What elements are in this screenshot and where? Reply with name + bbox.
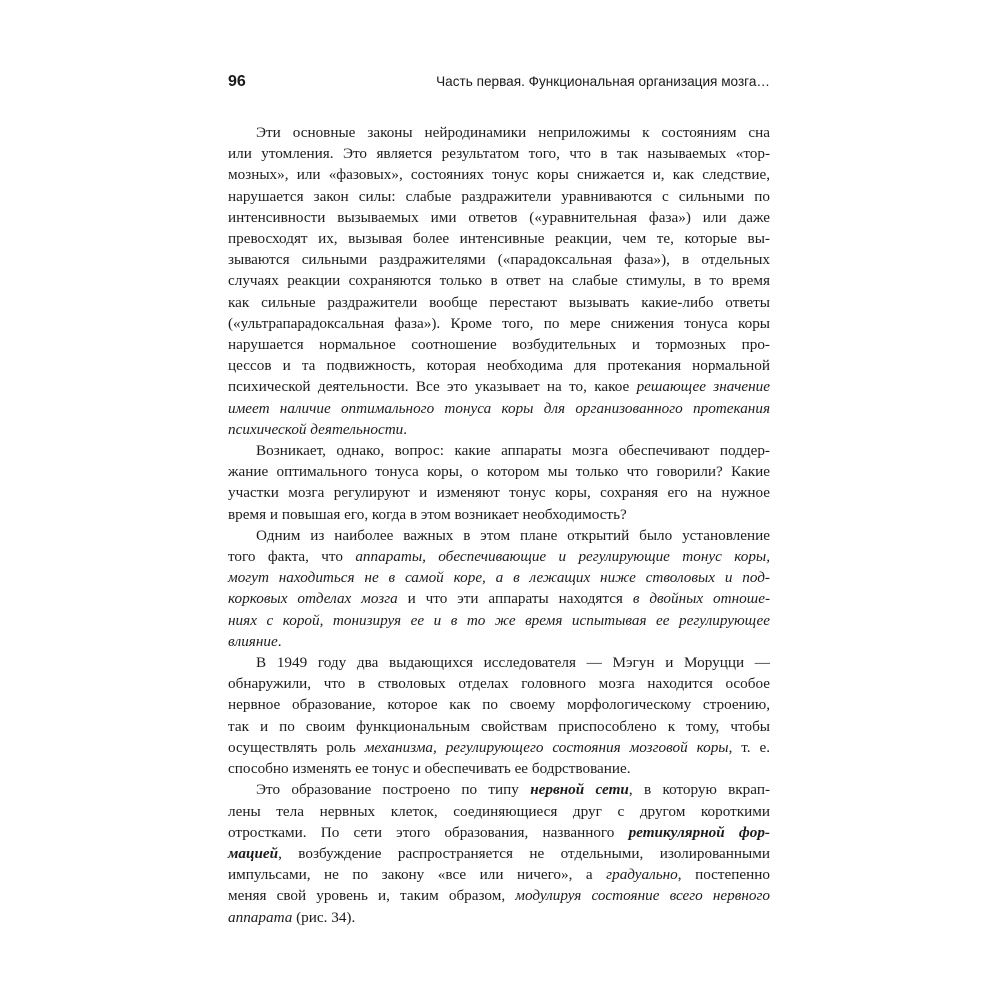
- text-run: и что эти аппараты находятся: [397, 590, 633, 608]
- text-line: [228, 207, 770, 228]
- text-line: [228, 376, 770, 397]
- text-run: мозных», или «фазовых», состояниях тонус коры снижается и, как следствие,: [228, 166, 770, 184]
- italic-emphasis: психической деятельности: [228, 420, 404, 438]
- text-run: нервное образование, которое как по своему морфологическому строению,: [228, 696, 770, 714]
- text-run: , в которую вкрап-: [628, 781, 771, 799]
- italic-emphasis: влияние: [228, 632, 278, 650]
- text-line: [228, 270, 770, 291]
- text-line: [228, 122, 770, 143]
- bold-italic-term: [629, 824, 770, 841]
- text-line: [228, 864, 770, 885]
- italic-emphasis: в двойных отноше-: [632, 590, 770, 608]
- text-line: [228, 292, 770, 313]
- text-line: [228, 822, 770, 843]
- paragraph: [228, 525, 770, 652]
- bold-italic-term: [228, 845, 278, 862]
- text-run: нарушается нормальное соотношение возбудительных и тормозных про-: [228, 336, 770, 354]
- text-line: [228, 482, 770, 503]
- italic-emphasis: имеет наличие оптимального тонуса коры для организованного протекания: [228, 399, 770, 417]
- text-run: способно изменять ее тонус и обеспечивать ее бодрствование.: [228, 760, 631, 778]
- italic-emphasis: модулируя состояние всего нервного: [515, 887, 770, 905]
- text-line: [228, 801, 770, 822]
- text-run: зываются сильными раздражителями («парадоксальная фаза»), в отдельных: [228, 251, 770, 269]
- bold-italic-term-text: нервной сети: [530, 781, 629, 799]
- text-run: время и повышая его, когда в этом возникает необходимость?: [228, 505, 627, 523]
- text-run: цессов и та подвижность, которая необходима для протекания нормальной: [228, 357, 770, 375]
- text-run: («ультрапарадоксальная фаза»). Кроме того, по мере снижения тонуса коры: [228, 314, 770, 332]
- text-line: [228, 249, 770, 270]
- text-line: [228, 631, 770, 652]
- italic-emphasis: корковых отделах мозга: [228, 590, 398, 608]
- text-run: Эти основные законы нейродинамики неприложимы к состояниям сна: [256, 124, 770, 141]
- text-run: меняя свой уровень и, таким образом,: [228, 887, 516, 905]
- text-run: лены тела нервных клеток, соединяющиеся друг с другом короткими: [228, 802, 770, 820]
- text-run: того факта, что: [228, 548, 356, 566]
- paragraph: [228, 122, 770, 440]
- running-head: [228, 73, 770, 97]
- text-line: [228, 525, 770, 546]
- bold-italic-term-text: ретикулярной фор-: [628, 823, 770, 841]
- text-line: [228, 885, 770, 906]
- paragraph: [228, 652, 770, 779]
- text-line: [228, 398, 770, 419]
- text-line: [228, 567, 770, 588]
- bold-italic-term-text: мацией: [228, 844, 279, 862]
- text-run: Одним из наиболее важных в этом плане открытий было установление: [256, 526, 770, 544]
- page-number: 96: [228, 73, 246, 90]
- text-line: [228, 737, 770, 758]
- text-run: нарушается закон силы: слабые раздражители уравниваются с сильными по: [228, 187, 770, 205]
- text-line: [228, 461, 770, 482]
- text-line: [228, 694, 770, 715]
- paragraph: [228, 779, 770, 927]
- text-line: [228, 440, 770, 461]
- bold-italic-term: [530, 781, 629, 798]
- text-run: психической деятельности. Все это указывает на то, какое: [228, 378, 637, 396]
- text-run: интенсивности вызываемых ими ответов («уравнительная фаза») или даже: [228, 208, 770, 226]
- text-line: [228, 588, 770, 609]
- text-run: осуществлять роль: [228, 738, 365, 756]
- text-line: [228, 419, 770, 440]
- running-title: Часть первая. Функциональная организация мозга…: [436, 74, 770, 89]
- text-run: жание оптимального тонуса коры, о котором мы только что говорили? Какие: [228, 463, 770, 481]
- text-line: [228, 673, 770, 694]
- text-line: [228, 610, 770, 631]
- text-run: так и по своим функциональным свойствам приспособлено к тому, чтобы: [228, 717, 770, 735]
- text-line: [228, 143, 770, 164]
- text-run: обнаружили, что в стволовых отделах головного мозга находится особое: [228, 675, 770, 693]
- text-line: [228, 546, 770, 567]
- text-line: [228, 355, 770, 376]
- text-run: В 1949 году два выдающихся исследователя — Мэгун и Моруцци —: [256, 654, 770, 672]
- text-run: Возникает, однако, вопрос: какие аппараты мозга обеспечивают поддер-: [256, 442, 770, 460]
- text-run: Это образование построено по типу: [256, 781, 531, 799]
- text-run: или утомления. Это является результатом того, что в так называемых «тор-: [228, 145, 770, 163]
- italic-emphasis: решающее значение: [636, 378, 771, 396]
- text-line: [228, 907, 770, 928]
- text-line: [228, 164, 770, 185]
- text-line: [228, 652, 770, 673]
- text-line: [228, 313, 770, 334]
- text-run: .: [277, 632, 282, 650]
- text-line: [228, 504, 770, 525]
- text-run: превосходят их, вызывая более интенсивные реакции, чем те, которые вы-: [228, 230, 770, 248]
- italic-emphasis: аппарата: [228, 908, 293, 926]
- text-line: [228, 334, 770, 355]
- text-run: импульсами, не по закону «все или ничего», а: [228, 866, 607, 884]
- italic-emphasis: механизма, регулирующего состояния мозговой коры: [364, 738, 729, 756]
- paragraph: [228, 440, 770, 525]
- text-run: как сильные раздражители вообще перестают вызывать какие-либо ответы: [228, 293, 770, 311]
- text-line: [228, 758, 770, 779]
- text-run: участки мозга регулируют и изменяют тонус коры, сохраняя его на нужное: [228, 484, 770, 502]
- text-run: случаях реакции сохраняются только в ответ на слабые стимулы, в то время: [228, 272, 770, 290]
- text-run: отростками. По сети этого образования, названного: [228, 823, 629, 841]
- text-run: , возбуждение распространяется не отдельными, изолированными: [278, 844, 770, 862]
- italic-emphasis: ниях с корой, тонизируя ее и в то же время испытывая ее регулирующее: [228, 611, 770, 629]
- text-run: (рис. 34).: [292, 908, 356, 926]
- italic-emphasis: аппараты, обеспечивающие и регулирующие тонус коры,: [355, 548, 770, 566]
- text-line: [228, 779, 770, 800]
- text-line: [228, 716, 770, 737]
- text-run: , т. е.: [728, 738, 770, 756]
- italic-emphasis: могут находиться не в самой коре, а в лежащих ниже стволовых и под-: [228, 569, 770, 587]
- text-run: .: [403, 420, 408, 438]
- text-line: [228, 843, 770, 864]
- italic-emphasis: градуально: [606, 866, 678, 884]
- text-line: [228, 228, 770, 249]
- text-line: [228, 186, 770, 207]
- text-run: , постепенно: [677, 866, 771, 884]
- body-text: [228, 122, 770, 928]
